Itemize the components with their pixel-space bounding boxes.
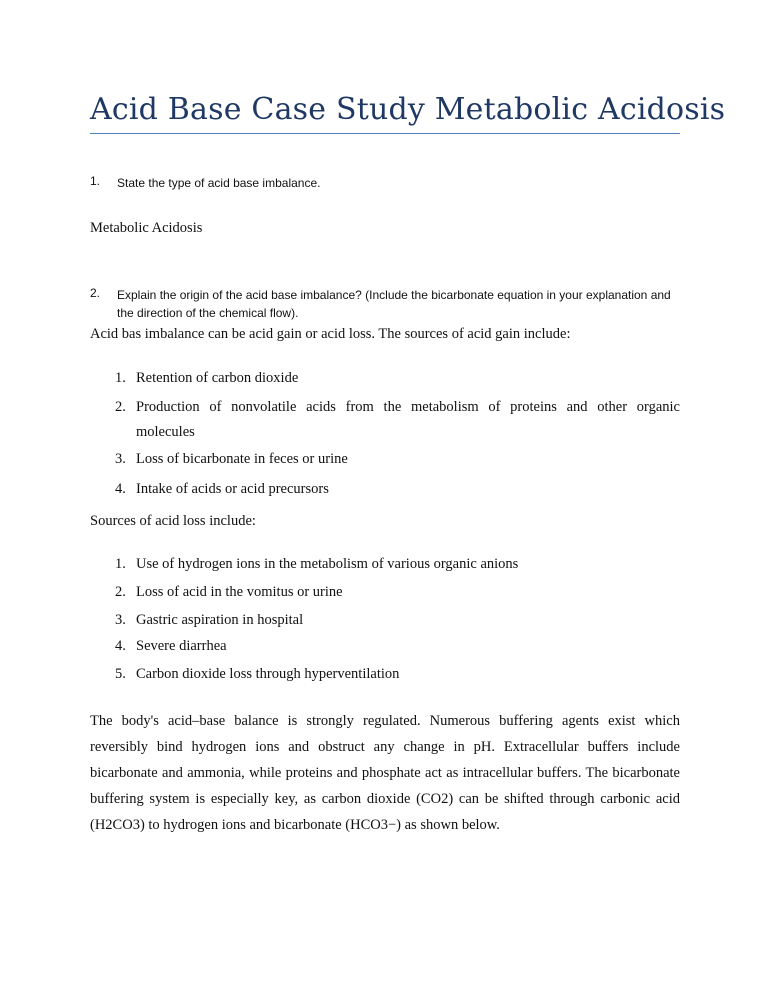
list-item-number: 3. xyxy=(115,451,126,467)
list-item-number: 2. xyxy=(115,584,126,600)
acid-loss-intro: Sources of acid loss include: xyxy=(90,513,256,529)
acid-gain-intro: Acid bas imbalance can be acid gain or acid loss. The sources of acid gain include: xyxy=(90,326,571,342)
list-item-text-continued: molecules xyxy=(136,424,195,440)
list-item xyxy=(115,612,680,629)
question-1-number: 1. xyxy=(90,174,101,188)
list-item xyxy=(115,666,680,683)
list-item-text: Loss of bicarbonate in feces or urine xyxy=(136,451,348,467)
list-item-text: Retention of carbon dioxide xyxy=(136,370,299,386)
list-item-text: Use of hydrogen ions in the metabolism of various organic anions xyxy=(136,556,519,572)
answer-1: Metabolic Acidosis xyxy=(90,220,203,236)
list-item-number: 5. xyxy=(115,666,126,682)
question-2-text: Explain the origin of the acid base imbalance? (Include the bicarbonate equation in your explanation and the direction of the chemical flow). xyxy=(117,288,671,320)
list-item xyxy=(115,638,680,655)
buffering-paragraph: The body's acid–base balance is strongly regulated. Numerous buffering agents exist which reversibly bind hydrogen ions and obstruct any change in pH. Extracellular buffers include bicarbonate and ammonia, while proteins and phosphate act as intracellular buffers. The bicarbonate buffering system is especially key, as carbon dioxide (CO2) can be shifted through carbonic acid (H2CO3) to hydrogen ions and bicarbonate (HCO3−) as shown below. xyxy=(90,713,680,833)
list-item xyxy=(115,481,680,498)
list-item-text: Loss of acid in the vomitus or urine xyxy=(136,584,343,600)
list-item-text: Carbon dioxide loss through hyperventilation xyxy=(136,666,400,682)
list-item xyxy=(115,399,680,441)
list-item-text: Gastric aspiration in hospital xyxy=(136,612,304,628)
question-2-number: 2. xyxy=(90,286,101,300)
list-item-text: Production of nonvolatile acids from the metabolism of proteins and other organic xyxy=(136,399,680,415)
list-item-text: Severe diarrhea xyxy=(136,638,227,654)
list-item-text: Intake of acids or acid precursors xyxy=(136,481,329,497)
list-item-number: 4. xyxy=(115,638,126,654)
question-1-text: State the type of acid base imbalance. xyxy=(117,176,321,190)
list-item-number: 4. xyxy=(115,481,126,497)
list-item xyxy=(115,370,680,387)
list-item xyxy=(115,556,680,573)
list-item-number: 1. xyxy=(115,370,126,386)
list-item-number: 1. xyxy=(115,556,126,572)
document-title: Acid Base Case Study Metabolic Acidosis xyxy=(90,92,726,127)
list-item-number: 3. xyxy=(115,612,126,628)
list-item xyxy=(115,451,680,468)
title-underline xyxy=(90,133,680,134)
list-item-number: 2. xyxy=(115,399,126,415)
list-item xyxy=(115,584,680,601)
